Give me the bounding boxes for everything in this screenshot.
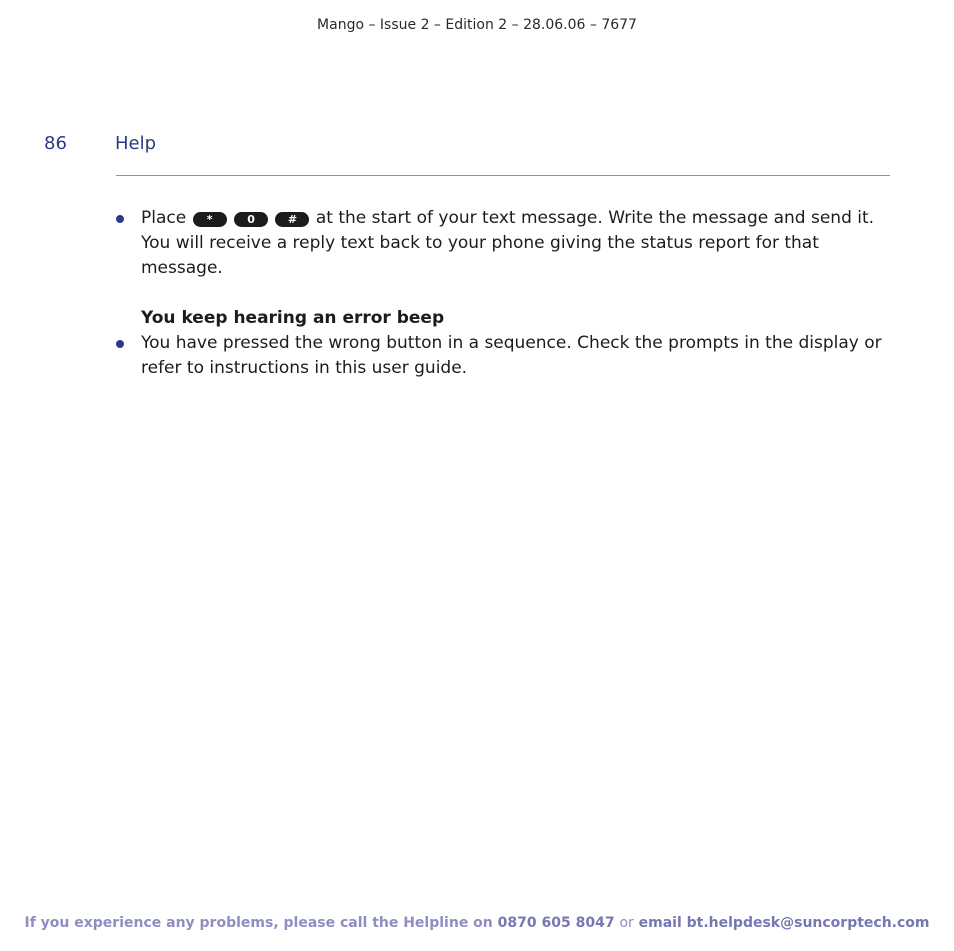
hash-key-icon: # [275,212,309,227]
help-content [116,206,892,381]
section-divider [116,175,890,176]
bullet-item-error-beep [116,331,892,381]
bullet-icon [116,215,124,223]
bullet-text: You have pressed the wrong button in a sequence. Check the prompts in the display or refer to instructions in this user guide. [141,333,882,378]
section-title: Help [115,133,157,154]
bullet-prefix: Place [141,208,187,228]
subheading-error-beep: You keep hearing an error beep [141,308,445,328]
footer-lead: If you experience any problems, please call the Helpline on [24,915,493,931]
helpline-phone: 0870 605 8047 [497,915,615,931]
page-number: 86 [44,133,67,154]
footer-or: or [619,915,634,931]
zero-key-icon: 0 [234,212,268,227]
helpdesk-email: email bt.helpdesk@suncorptech.com [638,915,930,931]
bullet-text: at the start of your text message. Write the message and send it. You will receive a reply text back to your phone giving the status report for that message. [141,208,875,278]
spacer [116,281,892,306]
star-key-icon: * [193,212,227,227]
helpline-footer [0,915,954,931]
bullet-icon [116,340,124,348]
bullet-item-status-report [116,206,892,281]
document-header: Mango – Issue 2 – Edition 2 – 28.06.06 – 7677 [317,17,637,33]
